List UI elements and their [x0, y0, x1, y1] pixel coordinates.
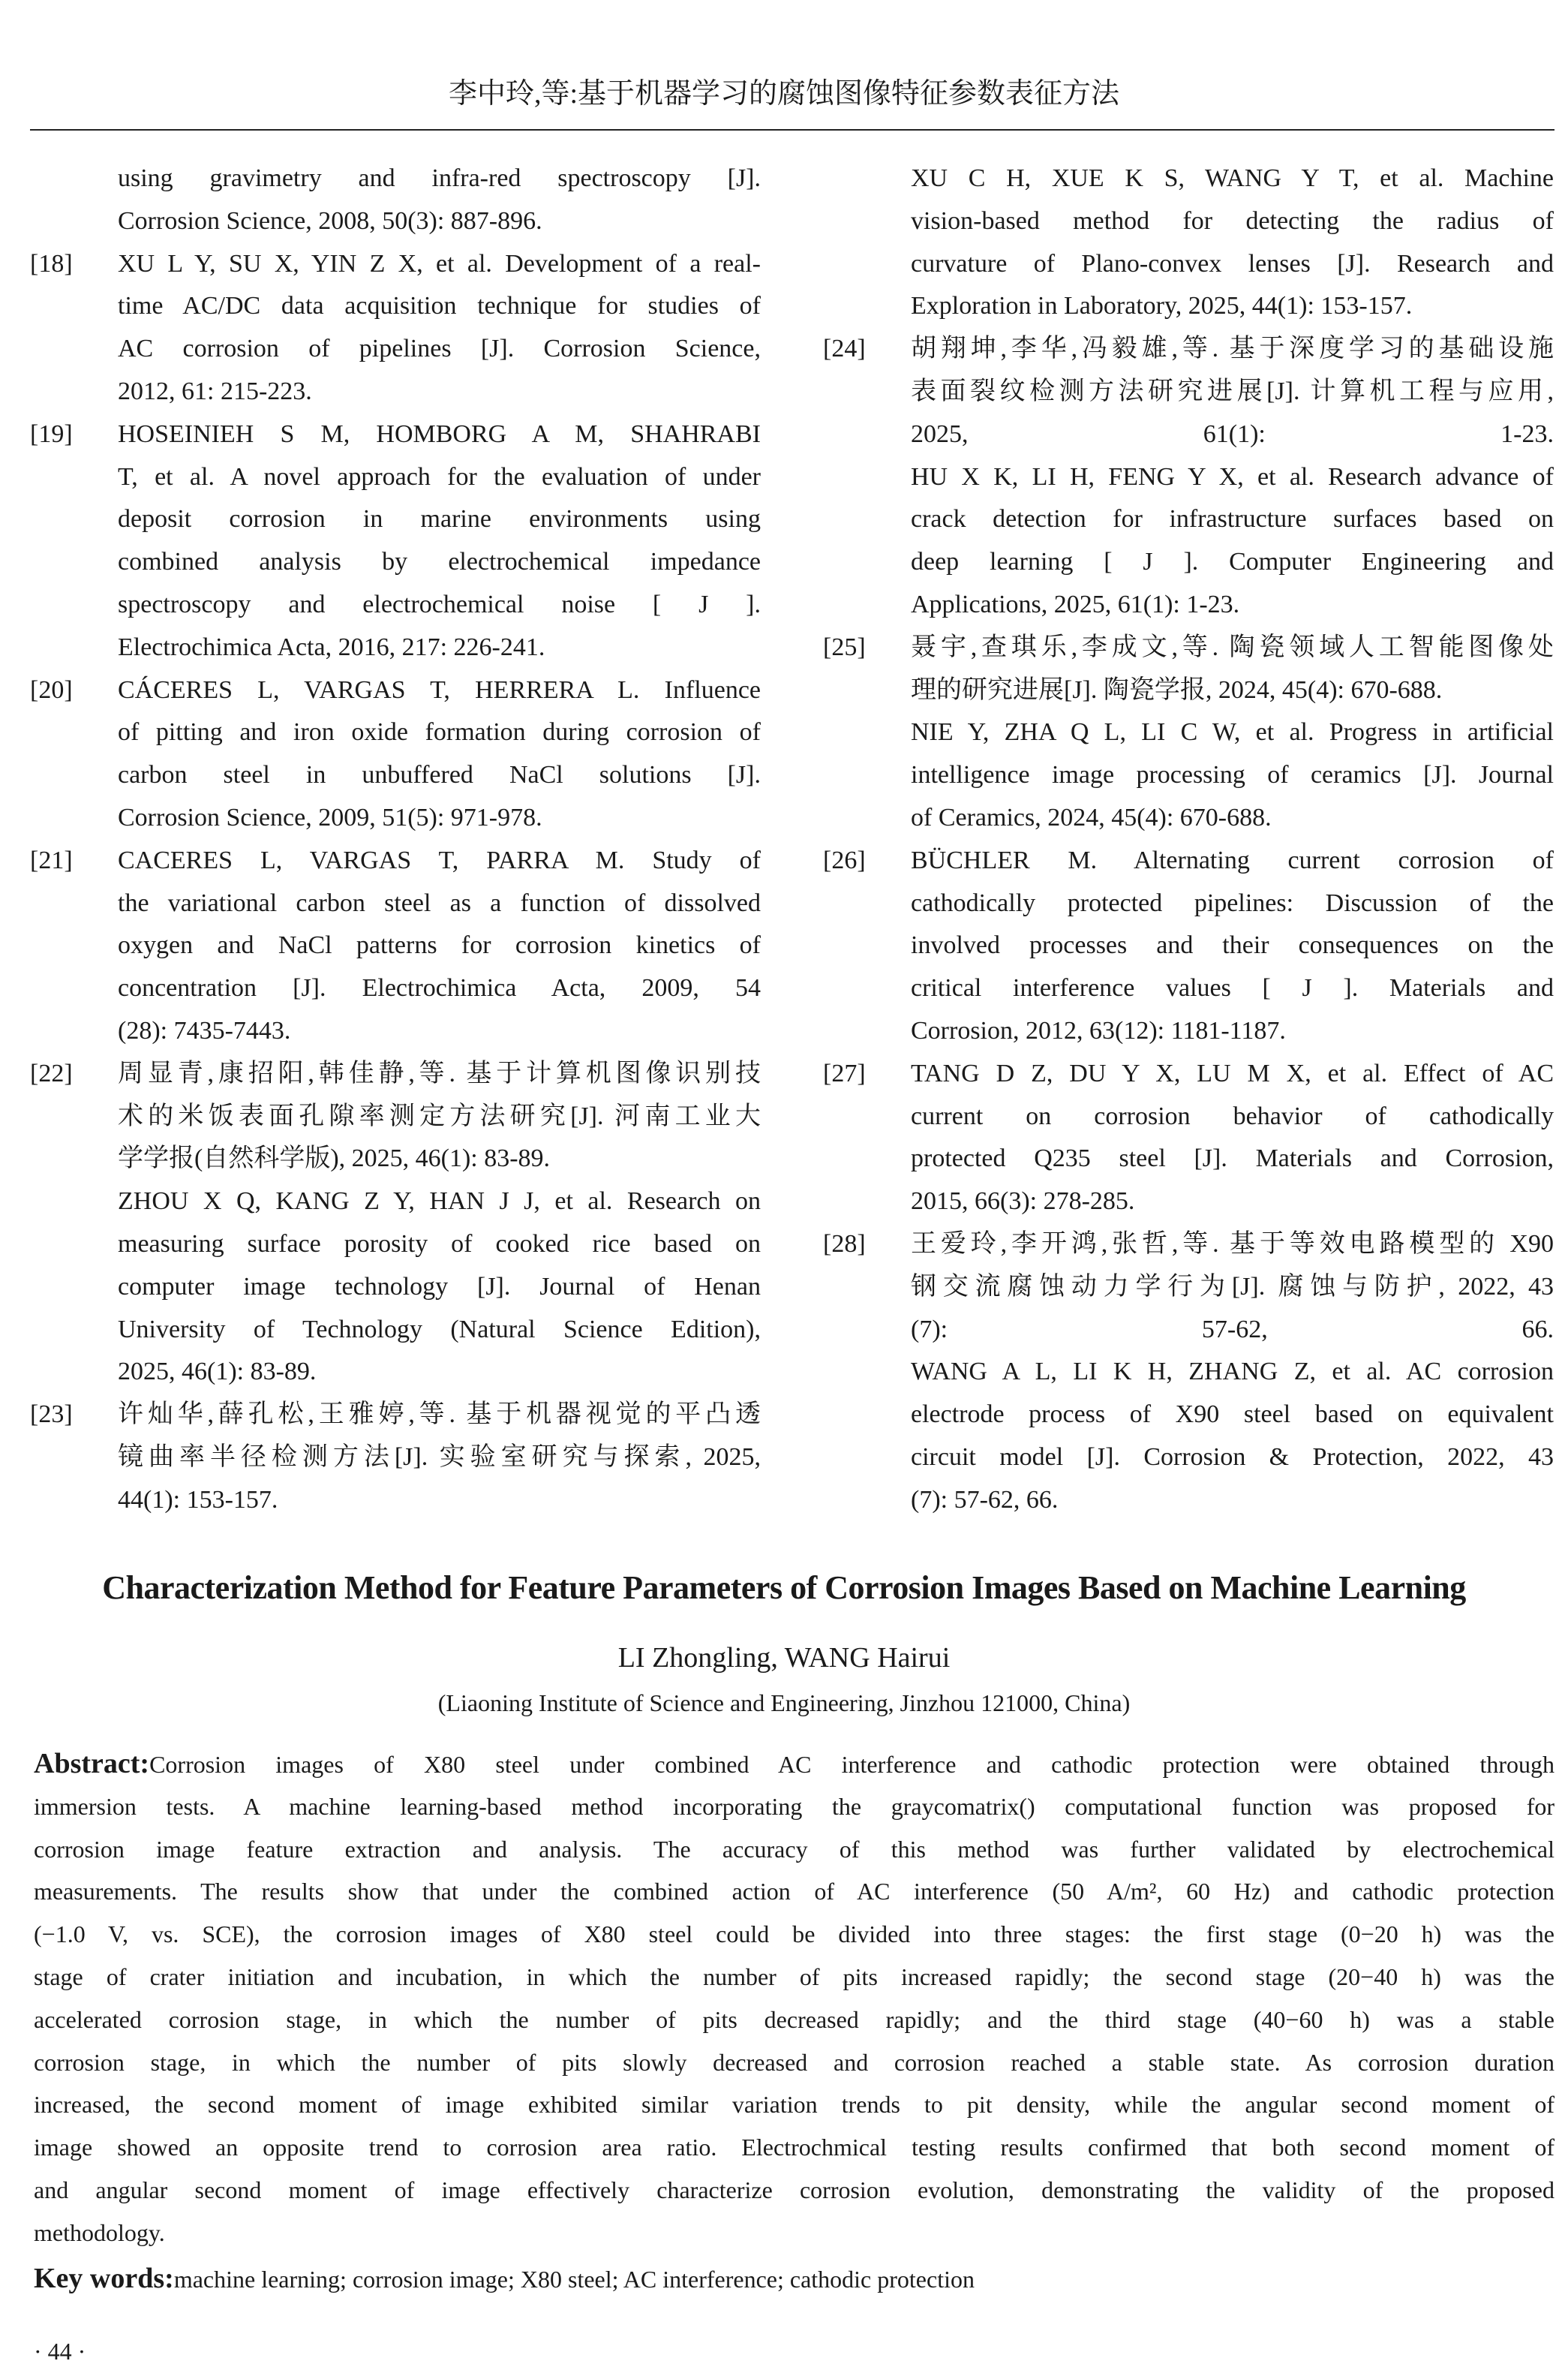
reference-line: Applications, 2025, 61(1): 1-23. [911, 590, 1240, 618]
abstract-line [34, 1743, 1554, 1785]
reference-line: AC corrosion of pipelines [J]. Corrosion Science, [118, 335, 761, 363]
running-header: 李中玲,等:基于机器学习的腐蚀图像特征参数表征方法 [448, 78, 1120, 110]
reference-entry [823, 328, 1554, 627]
abstract-line: and angular second moment of image effectively characterize corrosion evolution, demonstrating the validity of the proposed [34, 2176, 1554, 2203]
reference-text [118, 669, 761, 840]
reference-number: [24] [823, 335, 866, 363]
reference-entry [30, 243, 761, 414]
reference-text [911, 840, 1554, 1053]
reference-line: BÜCHLER M. Alternating current corrosion of [911, 846, 1554, 874]
reference-line: deep learning [ J ]. Computer Engineering and [911, 548, 1554, 576]
reference-line: Corrosion Science, 2009, 51(5): 971-978. [118, 803, 542, 832]
reference-line: 理的研究进展[J]. 陶瓷学报, 2024, 45(4): 670-688. [911, 675, 1443, 704]
reference-line: (7): 57-62, 66. [911, 1485, 1059, 1514]
reference-line: 2025, 61(1): 1-23. [911, 420, 1554, 448]
reference-text [118, 1053, 761, 1394]
english-abstract [34, 1743, 1554, 2254]
references-left-column [30, 158, 761, 1522]
reference-line: electrode process of X90 steel based on equivalent [911, 1400, 1554, 1429]
reference-line: 钢交流腐蚀动力学行为[J]. 腐蚀与防护, 2022, 43 [911, 1272, 1554, 1301]
reference-entry [30, 1053, 761, 1394]
reference-line: carbon steel in unbuffered NaCl solutions [J]. [118, 761, 761, 789]
reference-number: [25] [823, 633, 866, 661]
reference-text [911, 328, 1554, 627]
reference-line: Exploration in Laboratory, 2025, 44(1): 153-157. [911, 292, 1413, 320]
reference-line: 胡翔坤,李华,冯毅雄,等. 基于深度学习的基础设施 [911, 335, 1554, 363]
reference-line: the variational carbon steel as a function of dissolved [118, 889, 761, 917]
abstract-line-text: Corrosion images of X80 steel under combined AC interference and cathodic protection were obtained through [149, 1751, 1554, 1778]
reference-line: XU C H, XUE K S, WANG Y T, et al. Machine [911, 164, 1554, 192]
reference-line: TANG D Z, DU Y X, LU M X, et al. Effect of AC [911, 1059, 1554, 1087]
reference-line: CÁCERES L, VARGAS T, HERRERA L. Influence [118, 675, 761, 704]
reference-text [911, 627, 1554, 840]
header-divider [30, 129, 1554, 131]
reference-line: using gravimetry and infra-red spectroscopy [J]. [118, 164, 761, 192]
reference-line: protected Q235 steel [J]. Materials and Corrosion, [911, 1144, 1554, 1173]
reference-text [911, 1223, 1554, 1522]
abstract-line: image showed an opposite trend to corrosion area ratio. Electrochmical testing results confirmed that both second moment of [34, 2134, 1554, 2161]
reference-line: 王爱玲,李开鸿,张哲,等. 基于等效电路模型的 X90 [911, 1229, 1554, 1258]
english-title: Characterization Method for Feature Parameters of Corrosion Images Based on Machine Learning [102, 1569, 1466, 1606]
reference-line: of pitting and iron oxide formation during corrosion of [118, 718, 761, 747]
reference-line: (28): 7435-7443. [118, 1016, 291, 1045]
reference-line: University of Technology (Natural Science Edition), [118, 1315, 761, 1343]
reference-text [118, 243, 761, 414]
reference-line: 周显青,康招阳,韩佳静,等. 基于计算机图像识别技 [118, 1059, 761, 1087]
reference-line: time AC/DC data acquisition technique for studies of [118, 292, 761, 320]
reference-line: 表面裂纹检测方法研究进展[J]. 计算机工程与应用, [911, 377, 1554, 405]
reference-line: combined analysis by electrochemical impedance [118, 548, 761, 576]
reference-entry [823, 627, 1554, 840]
abstract-line: (−1.0 V, vs. SCE), the corrosion images of X80 steel could be divided into three stages: the first stage (0−20 h) was the [34, 1920, 1554, 1948]
abstract-line: methodology. [34, 2218, 165, 2246]
abstract-line: immersion tests. A machine learning-based method incorporating the graycomatrix() computational function was proposed for [34, 1792, 1554, 1820]
reference-number: [20] [30, 675, 73, 704]
reference-line: cathodically protected pipelines: Discussion of the [911, 889, 1554, 917]
reference-line: 术的米饭表面孔隙率测定方法研究[J]. 河南工业大 [118, 1102, 761, 1130]
english-affiliation: (Liaoning Institute of Science and Engineering, Jinzhou 121000, China) [437, 1689, 1131, 1716]
keywords [34, 2257, 1554, 2300]
reference-entry [823, 1053, 1554, 1223]
reference-line: CACERES L, VARGAS T, PARRA M. Study of [118, 846, 761, 874]
reference-line: HU X K, LI H, FENG Y X, et al. Research advance of [911, 462, 1554, 491]
reference-line: Electrochimica Acta, 2016, 217: 226-241. [118, 633, 545, 661]
reference-number: [26] [823, 846, 866, 874]
abstract-line: stage of crater initiation and incubation, in which the number of pits increased rapidly; the second stage (20−40 h) was the [34, 1962, 1554, 1990]
reference-line: deposit corrosion in marine environments using [118, 505, 761, 534]
reference-number: [19] [30, 420, 73, 448]
reference-number: [28] [823, 1229, 866, 1258]
reference-line: oxygen and NaCl patterns for corrosion kinetics of [118, 931, 761, 960]
reference-number: [23] [30, 1400, 73, 1429]
references-right-column [823, 158, 1554, 1522]
reference-number: [22] [30, 1059, 73, 1087]
reference-line: 许灿华,薛孔松,王雅婷,等. 基于机器视觉的平凸透 [118, 1400, 761, 1429]
english-authors: LI Zhongling, WANG Hairui [617, 1642, 951, 1674]
reference-line: involved processes and their consequences on the [911, 931, 1554, 960]
keywords-text: machine learning; corrosion image; X80 steel; AC interference; cathodic protection [173, 2266, 975, 2293]
reference-number: [27] [823, 1059, 866, 1087]
reference-entry [30, 840, 761, 1053]
reference-line: WANG A L, LI K H, ZHANG Z, et al. AC corrosion [911, 1358, 1554, 1386]
reference-text [118, 414, 761, 669]
reference-line: critical interference values [ J ]. Materials and [911, 974, 1554, 1003]
reference-line: 2015, 66(3): 278-285. [911, 1187, 1135, 1216]
reference-text [911, 158, 1554, 328]
reference-line: current on corrosion behavior of cathodically [911, 1102, 1554, 1130]
reference-line: 44(1): 153-157. [118, 1485, 278, 1514]
reference-entry [823, 840, 1554, 1053]
abstract-line: corrosion stage, in which the number of pits slowly decreased and corrosion reached a stable state. As corrosion duration [34, 2048, 1554, 2076]
reference-number: [18] [30, 249, 73, 278]
abstract-line: corrosion image feature extraction and analysis. The accuracy of this method was further validated by electrochemical [34, 1835, 1554, 1863]
page-number: · 44 · [34, 2338, 86, 2365]
keywords-label: Key words: [34, 2263, 174, 2294]
reference-line: HOSEINIEH S M, HOMBORG A M, SHAHRABI [118, 420, 761, 448]
reference-entry [30, 414, 761, 669]
reference-line: 2025, 46(1): 83-89. [118, 1358, 317, 1386]
reference-text [911, 1053, 1554, 1223]
reference-line: intelligence image processing of ceramics [J]. Journal [911, 761, 1554, 789]
reference-line: ZHOU X Q, KANG Z Y, HAN J J, et al. Research on [118, 1187, 761, 1216]
reference-line: Corrosion Science, 2008, 50(3): 887-896. [118, 206, 542, 235]
reference-line: measuring surface porosity of cooked rice based on [118, 1229, 761, 1258]
reference-entry [823, 1223, 1554, 1522]
abstract-line: accelerated corrosion stage, in which the number of pits decreased rapidly; and the third stage (40−60 h) was a stable [34, 2005, 1554, 2033]
reference-entry [30, 158, 761, 243]
abstract-line: increased, the second moment of image exhibited similar variation trends to pit density, while the angular second moment of [34, 2091, 1554, 2119]
reference-line: 2012, 61: 215-223. [118, 377, 312, 405]
reference-line: concentration [J]. Electrochimica Acta, 2009, 54 [118, 974, 761, 1003]
reference-entry [30, 1394, 761, 1521]
reference-line: of Ceramics, 2024, 45(4): 670-688. [911, 803, 1272, 832]
reference-line: vision-based method for detecting the radius of [911, 206, 1554, 235]
reference-line: Corrosion, 2012, 63(12): 1181-1187. [911, 1016, 1286, 1045]
reference-text [118, 840, 761, 1053]
reference-line: 镜曲率半径检测方法[J]. 实验室研究与探索, 2025, [118, 1442, 761, 1471]
reference-line: spectroscopy and electrochemical noise [ J ]. [118, 590, 761, 618]
reference-line: crack detection for infrastructure surfaces based on [911, 505, 1554, 534]
reference-line: T, et al. A novel approach for the evaluation of under [118, 462, 761, 491]
reference-line: curvature of Plano-convex lenses [J]. Research and [911, 249, 1554, 278]
reference-line: NIE Y, ZHA Q L, LI C W, et al. Progress in artificial [911, 718, 1554, 747]
reference-line: 聂宇,查琪乐,李成文,等. 陶瓷领域人工智能图像处 [911, 633, 1554, 661]
reference-text [118, 1394, 761, 1521]
reference-text [118, 158, 761, 243]
abstract-line: measurements. The results show that under the combined action of AC interference (50 A/m², 60 Hz) and cathodic protection [34, 1878, 1554, 1905]
reference-entry [823, 158, 1554, 328]
reference-line: (7): 57-62, 66. [911, 1315, 1554, 1343]
reference-line: circuit model [J]. Corrosion & Protection, 2022, 43 [911, 1442, 1554, 1471]
reference-line: 学学报(自然科学版), 2025, 46(1): 83-89. [118, 1144, 551, 1173]
reference-entry [30, 669, 761, 840]
abstract-label: Abstract: [34, 1748, 150, 1779]
reference-number: [21] [30, 846, 73, 874]
reference-line: XU L Y, SU X, YIN Z X, et al. Development of a real- [118, 249, 761, 278]
reference-line: computer image technology [J]. Journal of Henan [118, 1272, 761, 1301]
